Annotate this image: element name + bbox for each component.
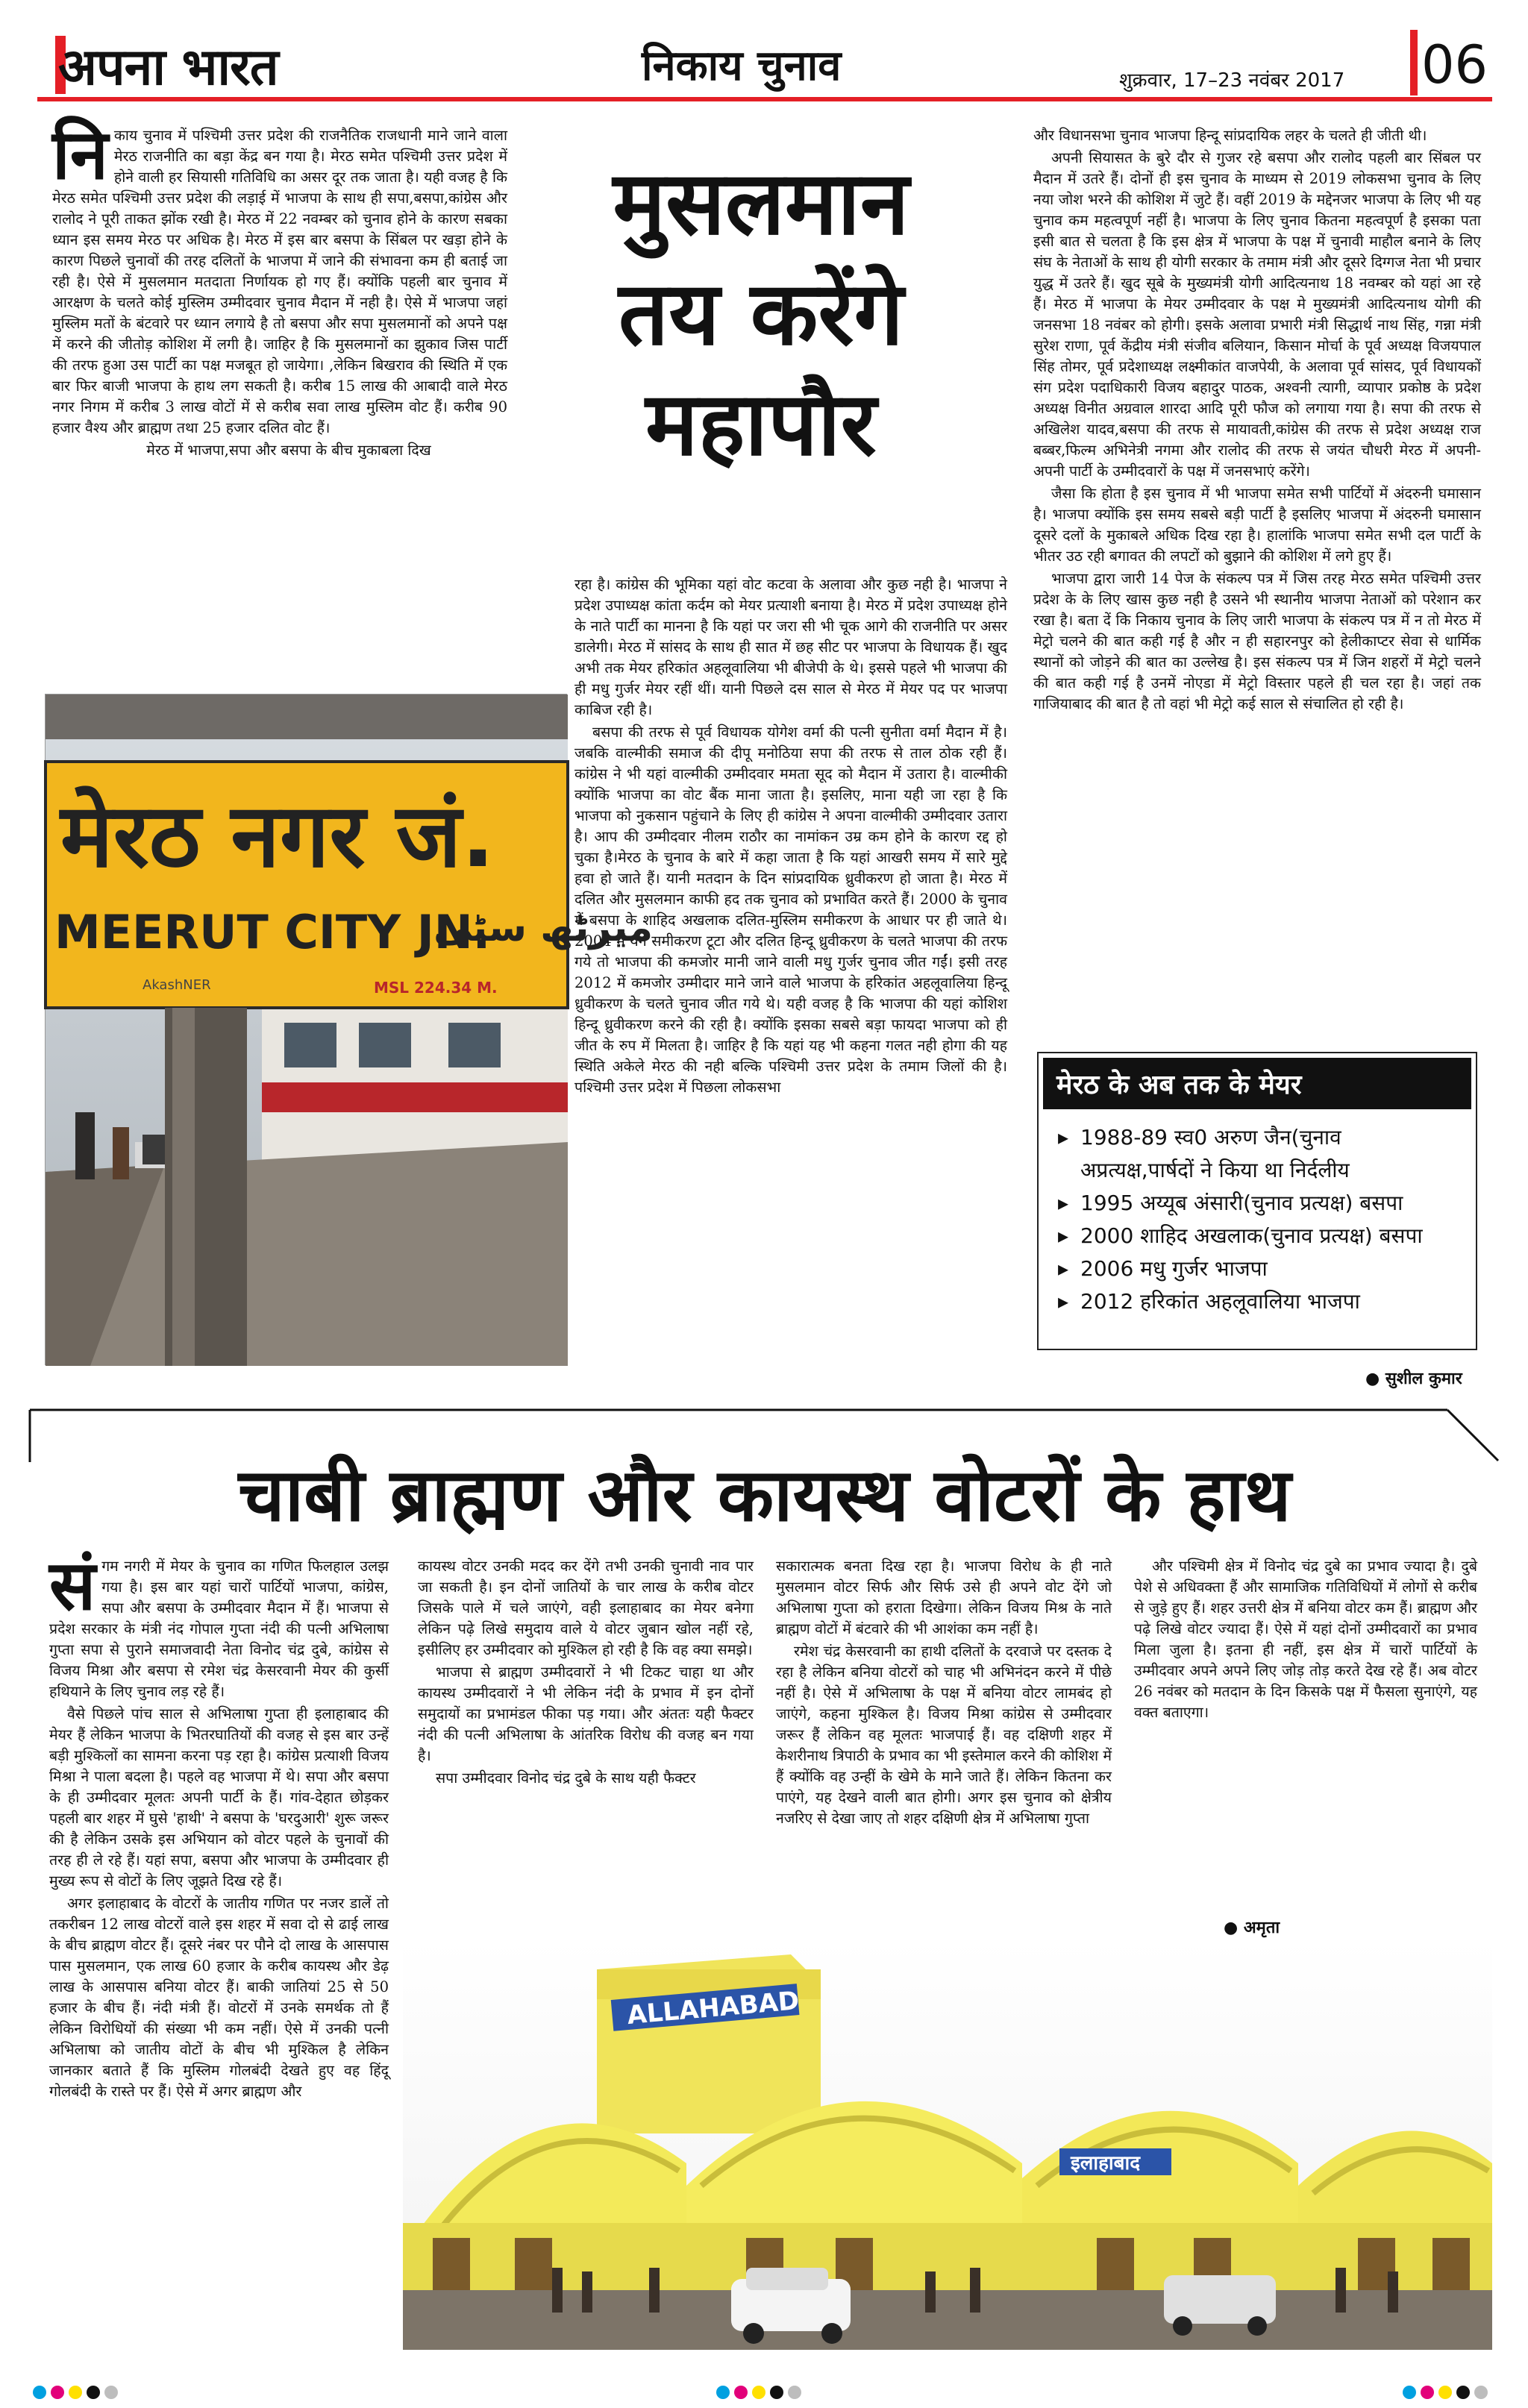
- article2-paragraph: सपा उम्मीदवार विनोद चंद्र दुबे के साथ यही फैक्टर: [436, 1769, 696, 1787]
- newspaper-brand: अपना भारत: [58, 38, 278, 97]
- mayors-list-item: ▸ 1995 अय्यूब अंसारी(चुनाव प्रत्यक्ष) बसपा: [1058, 1187, 1456, 1220]
- article1-paragraph: भाजपा द्वारा जारी 14 पेज के संकल्प पत्र में जिस तरह मेरठ समेत पश्चिमी उत्तर प्रदेश के के लिए खास कुछ नही है उसने भी स्थानीय भाजपा नेताओं को परेशान कर रखा है। बता दें कि निकाय चुनाव के लिए जारी भाजपा के संकल्प पत्र में न तो मेरठ में मेट्रो चलने की बात कही गई है और न ही सहारनपुर को हेलीकाप्टर सेवा से धार्मिक स्थानों को जोड़ने की बात का उल्लेख है। इस संकल्प पत्र में जिन शहरों में मेट्रो चलने की बात कही गई है उनमें नोएडा में मेट्रो विस्तार पहले ही चल रहा है। जहां तक गाजियाबाद की बात है तो वहां भी मेट्रो कई साल से संचालित हो रही है।: [1033, 570, 1481, 712]
- page-number-divider: [1410, 30, 1418, 95]
- sign-allahabad-hindi: इलाहाबाद: [1071, 2152, 1141, 2175]
- article2-paragraph: भाजपा से ब्राह्मण उम्मीदवारों ने भी टिकट चाहा था और कायस्थ उम्मीदवारों ने भी लेकिन नंदी के प्रभाव में इन दोनों समुदायों का प्रभामंडल फीका पड़ गया। और अंततः यही फैक्टर नंदी की पत्नी अभिलाषा के आंतरिक विरोध की वजह बन गया है।: [418, 1664, 754, 1764]
- allahabad-station-photo: [403, 1940, 1492, 2350]
- registration-dot-cyan: [33, 2386, 46, 2399]
- mayors-box-title: मेरठ के अब तक के मेयर: [1043, 1058, 1471, 1109]
- registration-dot-magenta: [734, 2386, 748, 2399]
- mayors-list-item: ▸ 2012 हरिकांत अहलूवालिया भाजपा: [1058, 1285, 1456, 1318]
- registration-dot-magenta: [1421, 2386, 1434, 2399]
- mayors-list-box: [1037, 1052, 1477, 1350]
- article1-column-1: [52, 115, 507, 463]
- registration-dot-yellow: [752, 2386, 765, 2399]
- registration-dot-grey: [788, 2386, 801, 2399]
- masthead: [0, 0, 1528, 97]
- meerut-station-photo: [45, 694, 654, 1365]
- print-registration-marks: [0, 2378, 1528, 2408]
- mayors-list-item: ▸ 2006 मधु गुर्जर भाजपा: [1058, 1252, 1456, 1285]
- article2-paragraph: अगर इलाहाबाद के वोटरों के जातीय गणित पर नजर डालें तो तकरीबन 12 लाख वोटरों वाले इस शहर में सवा दो से ढाई लाख के बीच ब्राह्मण वोटर हैं। दूसरे नंबर पर पौने दो लाख के आसपास पास मुसलमान, एक लाख 60 हजार के करीब कायस्थ और डेढ़ लाख के आसपास बनिया वोटर हैं। बाकी जातियां 25 से 50 हजार के बीच हैं। नंदी मंत्री हैं। वोटरों में उनके समर्थक तो हैं लेकिन विरोधियों की संख्या भी कम नहीं। ऐसे में उनकी पत्नी अभिलाषा को जातीय वोटों के बीच भी मुश्किल है लेकिन जानकार बताते हैं कि मुस्लिम गोलबंदी देखते हुए वह हिंदू गोलबंदी के रास्ते पर हैं। ऐसे में अगर ब्राह्मण और: [49, 1895, 389, 2100]
- mayors-list-item: ▸ 2000 शाहिद अखलाक(चुनाव प्रत्यक्ष) बसपा: [1058, 1220, 1456, 1252]
- article2-column-1: [49, 1546, 389, 2104]
- registration-dot-black: [1456, 2386, 1470, 2399]
- article1-paragraph: काय चुनाव में पश्चिमी उत्तर प्रदेश की राजनैतिक राजधानी माने जाने वाला मेरठ राजनीति का बड़ा केंद्र बन गया है। मेरठ समेत पश्चिमी उत्तर प्रदेश में होने वाली हर सियासी गतिविधि का असर दूर तक जाता है। यही वजह है कि मेरठ समेत पश्चिमी उत्तर प्रदेश की लड़ाई में भाजपा के साथ ही सपा,बसपा,कांग्रेस और रालोद ने पूरी ताकत झोंक रखी है। मेरठ में 22 नवम्बर को चुनाव होने के कारण सबका ध्यान इस समय मेरठ पर अधिक है। मेरठ में इस बार बसपा के सिंबल पर खड़ा होने के कारण पिछले चुनावों की तरह दलितों के भाजपा में जाने की संभावना कम ही बताई जा रही है। ऐसे में मुसलमान मतदाता निर्णायक हो गए हैं। क्योंकि पहली बार चुनाव में आरक्षण के चलते कोई मुस्लिम उम्मीदवार चुनाव मैदान में नही है। ऐसे में भाजपा जहां मुस्लिम मतों के बंटवारे पर ध्यान लगाये है तो बसपा और सपा मुसलमानों को अपने पक्ष में करने की जीतोड़ कोशिश में लगी है। जाहिर है कि मुसलमानों का झुकाव जिस पार्टी की तरफ हुआ उस पार्टी का पक्ष मजबूत हो जायेगा। ,लेकिन बिखराव की स्थिति में एक बार फिर बाजी भाजपा के हाथ लग सकती है। करीब 15 लाख की आबादी वाले मेरठ नगर निगम में करीब 3 लाख वोटों में से करीब सवा लाख मुस्लिम वोट हैं। करीब 90 हजार वैश्य और ब्राह्मण तथा 25 हजार दलित वोट हैं।: [52, 127, 507, 436]
- mayors-list: [1039, 1114, 1476, 1326]
- article1-paragraph: अपनी सियासत के बुरे दौर से गुजर रहे बसपा और रालोद पहली बार सिंबल पर मैदान में उतरे हैं। दोनों ही इस चुनाव के माध्यम से 2019 लोकसभा चुनाव के लिए नया जोश भरने की कोशिश में जुटे हैं। वहीं 2019 के मद्देनजर भाजपा के लिए भी यह चुनाव कम महत्वपूर्ण नहीं है। भाजपा के लिए चुनाव कितना महत्वपूर्ण है इसका पता इसी बात से चलता है कि इस क्षेत्र में भाजपा के पक्ष में चुनावी माहौल बनाने के लिए संघ के नेताओं के साथ ही योगी सरकार के तमाम मंत्री और दूसरे दिग्गज नेता भी प्रचार युद्ध में उतरे हैं। खुद सूबे के मुख्यमंत्री योगी आदित्यनाथ 18 नवम्बर को यहां आ रहे हैं। मेरठ में भाजपा के मेयर उम्मीदवार के पक्ष मे मुख्यमंत्री आदित्यनाथ योगी की जनसभा 18 नवंबर को होगी। इसके अलावा प्रभारी मंत्री सिद्धार्थ नाथ सिंह, गन्ना मंत्री सुरेश राणा, पूर्व केंद्रीय मंत्री संजीव बलियान, किसान मोर्चा के पूर्व अध्यक्ष विजयपाल सिंह तोमर, पूर्व प्रदेशाध्यक्ष लक्ष्मीकांत वाजपेयी, के अलावा पूर्व सांसद, पूर्व विधायकों संग प्रदेश पदाधिकारी विजय बहादुर पाठक, अश्वनी त्यागी, व्यापार प्रकोष्ठ के प्रदेश अध्यक्ष विनीत अग्रवाल शारदा आदि पूरी फौज को लगाया गया है। सपा की तरफ से अखिलेश यादव,बसपा की तरफ से मायावती,कांग्रेस की तरफ से प्रदेश अध्यक्ष राज बब्बर,फिल्म अभिनेत्री नगमा और रालोद की तरफ से जयंत चौधरी मेरठ में अपनी-अपनी पार्टी के उम्मीदवारों के पक्ष में जनसभाएं करेंगे।: [1033, 149, 1481, 480]
- article1-dropcap: नि: [52, 115, 108, 195]
- article1-paragraph: और विधानसभा चुनाव भाजपा हिन्दू सांप्रदायिक लहर के चलते ही जीती थी।: [1033, 127, 1427, 144]
- section-title: निकाय चुनाव: [642, 42, 842, 90]
- sign-english-text: MEERUT CITY JN.: [54, 905, 491, 959]
- registration-dot-yellow: [1438, 2386, 1452, 2399]
- registration-dot-cyan: [716, 2386, 730, 2399]
- article1-paragraph: मेरठ में भाजपा,सपा और बसपा के बीच मुकाबला दिख: [146, 442, 431, 459]
- registration-dot-magenta: [51, 2386, 64, 2399]
- allahabad-photo-illustration: [403, 1940, 1492, 2350]
- sign-urdu-text: میرٹھ سٹی: [433, 906, 654, 950]
- article1-column-2: [574, 574, 1007, 1100]
- article1-byline: ● सुशील कुमार: [1365, 1370, 1462, 1388]
- article2-column-3: [776, 1556, 1112, 1831]
- sign-allahabad-english: ALLAHABAD: [625, 1986, 801, 2031]
- sign-hindi-text: मेरठ नगर जं.: [60, 784, 495, 887]
- page-number: 06: [1421, 34, 1488, 95]
- article2-paragraph: कायस्थ वोटर उनकी मदद कर देंगे तभी उनकी चुनावी नाव पार जा सकती है। इन दोनों जातियों के चार लाख के करीब वोटर जिसके पाले में चले जाएंगे, वही इलाहाबाद का मेयर बनेगा लेकिन पढ़े लिखे समुदाय वाले ये वोटर जुबान खोल नहीं रहे, इसीलिए हर उम्मीदवार को मुश्किल हो रही है कि वह क्या समझे।: [418, 1558, 754, 1658]
- article2-dropcap: सं: [49, 1546, 96, 1625]
- article2-paragraph: गम नगरी में मेयर के चुनाव का गणित फिलहाल उलझ गया है। इस बार यहां चारों पार्टियों भाजपा, कांग्रेस, सपा और बसपा के उम्मीदवार मैदान में हैं। भाजपा से प्रदेश सरकार के मंत्री नंद गोपाल गुप्ता नंदी की पत्नी अभिलाषा गुप्ता सपा से पुराने समाजवादी नेता विनोद चंद्र दुबे, कांग्रेस से विजय मिश्रा और बसपा से रमेश चंद्र केसरवानी मेयर की कुर्सी हथियाने के लिए चुनाव लड़ रहे हैं।: [49, 1558, 389, 1700]
- article2-column-2: [418, 1556, 754, 1790]
- registration-dot-grey: [1474, 2386, 1488, 2399]
- article2-paragraph: रमेश चंद्र केसरवानी का हाथी दलितों के दरवाजे पर दस्तक दे रहा है लेकिन बनिया वोटरों को चाह भी अभिनंदन करने में पीछे नहीं है। ऐसे में अभिलाषा के पक्ष में बनिया वोटर लामबंद हो जाएंगे, कहना मुश्किल है। विजय मिश्रा कांग्रेस से उम्मीदवार जरूर हैं लेकिन वह मूलतः भाजपाई हैं। वह दक्षिणी शहर में केशरीनाथ त्रिपाठी के प्रभाव का भी इस्तेमाल करने की कोशिश में हैं क्योंकि वह उन्हीं के खेमे के माने जाते हैं। लेकिन कितना कर पाएंगे, यह देखने वाली बात होगी। अगर इस चुनाव को क्षेत्रीय नजरिए से देखा जाए तो शहर दक्षिणी क्षेत्र में अभिलाषा गुप्ता: [776, 1643, 1112, 1827]
- header-rule: [37, 97, 1492, 101]
- article2-paragraph: और पश्चिमी क्षेत्र में विनोद चंद्र दुबे का प्रभाव ज्यादा है। दुबे पेशे से अधिवक्ता हैं और सामाजिक गतिविधियों में लोगों से करीब से जुड़े हुए हैं। शहर उत्तरी क्षेत्र में बनिया वोटर कम हैं। ब्राह्मण और पढ़े लिखे वोटर ज्यादा हैं। ऐसे में यहां दोनों उम्मीदवारों का प्रभाव मिला जुला है। इतना ही नहीं, इस क्षेत्र में चारों पार्टियों के उम्मीदवार अपने अपने लिए जोड़ तोड़ करते देख रहे हैं। अब वोटर 26 नवंबर को मतदान के दिन किसके पक्ष में फैसला सुनाएंगे, यह वक्त बताएगा।: [1134, 1558, 1477, 1721]
- article1-paragraph: बसपा की तरफ से पूर्व विधायक योगेश वर्मा की पत्नी सुनीता वर्मा मैदान में है। जबकि वाल्मीकी समाज की दीपू मनोठिया सपा की तरफ से ताल ठोक रही हैं। कांग्रेस ने भी यहां वाल्मीकी उम्मीदवार ममता सूद को मैदान में उतारा है। वाल्मीकी क्योंकि भाजपा का वोट बैंक माना जाता है। इसलिए, माना यही जा रहा है कि भाजपा को नुकसान पहुंचाने के लिए ही कांग्रेस ने अपना वाल्मीकी उम्मीदवार उतारा है। आप की उम्मीदवार नीलम राठौर का नामांकन उम्र कम होने के कारण रद्द हो चुका है।मेरठ के चुनाव के बारे में कहा जाता है कि यहां आखरी समय में सारे मुद्दे हवा हो जाते हैं। यानी मतदान के दिन सांप्रदायिक ध्रुवीकरण हो जाता है। मेरठ में दलित और मुसलमान काफी हद तक चुनाव को प्रभावित करते हैं। 2000 के चुनाव में बसपा के शाहिद अखलाक दलित-मुस्लिम समीकरण के आधार पर ही जाते थे। 2004 में यग समीकरण टूटा और दलित हिन्दू ध्रुवीकरण के चलते भाजपा की तरफ गये तो भाजपा की कमजोर मानी जाने वाली मधु गुर्जर चुनाव जीत गईं। इसी तरह 2012 में कमजोर उम्मीदार माने जाने वाले भाजपा के हरिकांत अहलूवालिया हिन्दू ध्रुवीकरण के चलते चुनाव जीत गये थे। यही वजह है कि भाजपा की यहां कोशिश हिन्दू ध्रुवीकरण करने की रही है। क्योंकि इसका सबसे बड़ा फायदा भाजपा को ही जीत के रुप में मिलता है। जाहिर है कि यहां यह भी कहना गलत नही होगा की यह स्थिति अकेले मेरठ की नही बल्कि पश्चिमी उत्तर प्रदेश के तमाम जिलों की है। पश्चिमी उत्तर प्रदेश में पिछला लोकसभा: [574, 724, 1007, 1096]
- registration-dot-grey: [104, 2386, 118, 2399]
- sign-msl-text: MSL 224.34 M.: [374, 979, 498, 997]
- photo-credit: AkashNER: [143, 977, 211, 993]
- article2-paragraph: सकारात्मक बनता दिख रहा है। भाजपा विरोध के ही नाते मुसलमान वोटर सिर्फ और सिर्फ उसे ही अपने वोट देंगे जो अभिलाषा गुप्ता को हराता दिखेगा। लेकिन विजय मिश्र के नाते ब्राह्मण वोटों में बंटवारे की भी आशंका कम नहीं है।: [776, 1558, 1112, 1637]
- registration-dot-black: [87, 2386, 100, 2399]
- article1-column-3: [1033, 125, 1481, 716]
- article1-paragraph: रहा है। कांग्रेस की भूमिका यहां वोट कटवा के अलावा और कुछ नही है। भाजपा ने प्रदेश उपाध्यक्ष कांता कर्दम को मेयर प्रत्याशी बनाया है। मेरठ में प्रदेश उपाध्यक्ष होने के नाते पार्टी का मानना है कि यहां पर जरा सी भी चूक आगे की राजनीति पर असर डालेगी। मेरठ में सांसद के साथ ही सात में छह सीट पर भाजपा के विधायक हैं। खुद अभी तक मेयर हरिकांत अहलूवालिया भी बीजेपी के थे। इससे पहले भी भाजपा की ही मधु गुर्जर मेयर रहीं थीं। यानी पिछले दस साल से मेरठ में मेयर पद पर भाजपा काबिज रही है।: [574, 576, 1007, 718]
- article1-headline: मुसलमान तय करेंगे महापौर: [613, 151, 909, 475]
- meerut-photo-illustration: [46, 695, 654, 1366]
- registration-dot-black: [770, 2386, 783, 2399]
- registration-dot-yellow: [69, 2386, 82, 2399]
- mayors-list-item: ▸ 1988-89 स्व0 अरुण जैन(चुनाव अप्रत्यक्ष,पार्षदों ने किया था निर्दलीय: [1058, 1121, 1456, 1187]
- article2-headline: चाबी ब्राह्मण और कायस्थ वोटरों के हाथ: [238, 1453, 1291, 1538]
- article2-byline-line: ● अमृता: [1224, 1919, 1280, 1937]
- registration-dot-cyan: [1403, 2386, 1416, 2399]
- article2-column-4: [1134, 1556, 1477, 1725]
- date-line: शुक्रवार, 17–23 नवंबर 2017: [1119, 69, 1345, 92]
- article2-paragraph: वैसे पिछले पांच साल से अभिलाषा गुप्ता ही इलाहाबाद की मेयर हैं लेकिन भाजपा के भितरघातियों की वजह से इस बार उन्हें बड़ी मुश्किलों का सामना करना पड़ रहा है। कांग्रेस प्रत्याशी विजय मिश्रा ने पाला बदला है। पहले वह भाजपा में थे। सपा और बसपा के ही उम्मीदवार मूलतः अपनी पार्टी के हैं। गांव-देहात छोड़कर पहली बार शहर में घुसे 'हाथी' ने बसपा के 'घरदुआरी' शुरू जरूर की है लेकिन उसके इस अभियान को वोटर पहले के चुनावों की तरह ही ले रहे हैं। यहां सपा, बसपा और भाजपा के उम्मीदवार ही मुख्य रूप से वोटों के लिए जूझते दिख रहे हैं।: [49, 1705, 389, 1890]
- article1-paragraph: जैसा कि होता है इस चुनाव में भी भाजपा समेत सभी पार्टियों में अंदरुनी घमासान है। भाजपा क्योंकि इस समय सबसे बड़ी पार्टी है इसलिए भाजपा में अंदरुनी घमासान दूसरे दलों के मुकाबले अधिक दिख रहा है। हालांकि भाजपा समेत सभी दल पार्टी के भीतर उठ रही बगावत की लपटों को बुझाने की कोशिश में लगे हुए हैं।: [1033, 485, 1481, 565]
